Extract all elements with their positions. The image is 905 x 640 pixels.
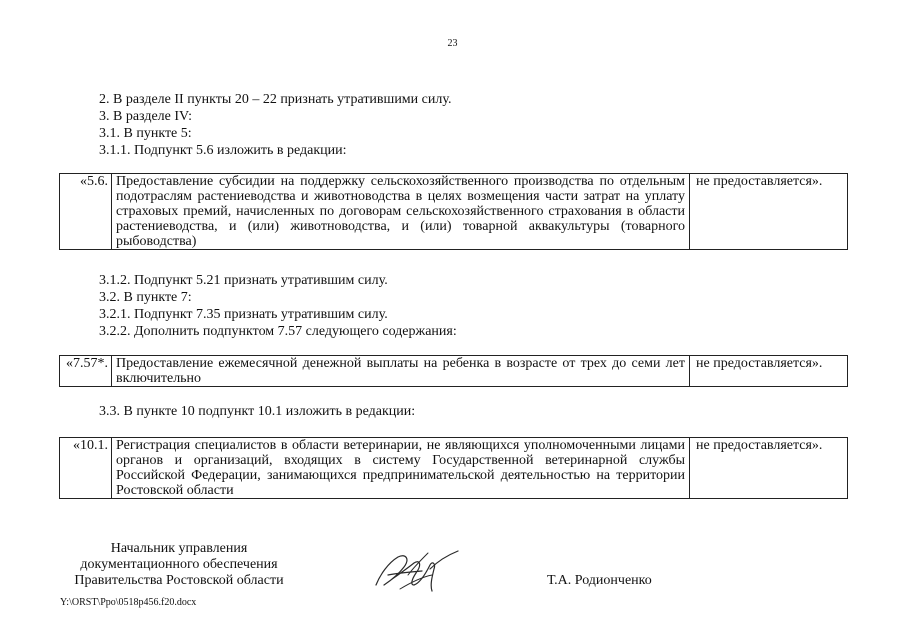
paragraph-item-3-2-2: 3.2.2. Дополнить подпунктом 7.57 следующего содержания: (99, 324, 457, 339)
table-cell-status: не предоставляется». (690, 438, 848, 499)
table-cell-status: не предоставляется». (690, 174, 848, 250)
table-cell-number: «10.1. (60, 438, 112, 499)
table-row (60, 356, 848, 387)
signatory-title-line: документационного обеспечения (80, 557, 278, 572)
paragraph-item-3-1-1: 3.1.1. Подпункт 5.6 изложить в редакции: (99, 143, 347, 158)
paragraph-item-3-3: 3.3. В пункте 10 подпункт 10.1 изложить в редакции: (99, 404, 416, 419)
signatory-title-line: Начальник управления (110, 541, 248, 556)
table-cell-text: Регистрация специалистов в области ветеринарии, не являющихся уполномоченными лицами органов и организаций, входящих в систему Государственной ветеринарной службы Российской Федерации, занимающихся предпринимательской деятельностью на территории Ростовской области (112, 438, 690, 499)
table-row (60, 174, 848, 250)
paragraph-section-2: 2. В разделе II пункты 20 – 22 признать утратившими силу. (99, 92, 452, 107)
table-cell-text: Предоставление субсидии на поддержку сельскохозяйственного производства по отдельным подотраслям растениеводства и животноводства в целях возмещения части затрат на уплату страховых премий, начисленных по договорам сельскохозяйственного страхования в области растениеводства, и (или) животноводства, и (или) товарной аквакультуры (товарного рыбоводства) (112, 174, 690, 250)
paragraph-item-3-2-1: 3.2.1. Подпункт 7.35 признать утратившим силу. (99, 307, 388, 322)
paragraph-section-3: 3. В разделе IV: (99, 109, 192, 124)
table-cell-number: «7.57*. (60, 356, 112, 387)
table-cell-status: не предоставляется». (690, 356, 848, 387)
paragraph-item-3-2: 3.2. В пункте 7: (99, 290, 192, 305)
table-item-10-1 (59, 437, 848, 499)
paragraph-item-3-1-2: 3.1.2. Подпункт 5.21 признать утратившим силу. (99, 273, 388, 288)
signatory-title (60, 541, 298, 589)
table-item-7-57 (59, 355, 848, 387)
table-item-5-6 (59, 173, 848, 250)
table-row (60, 438, 848, 499)
page-number: 23 (447, 38, 458, 49)
signatory-title-line: Правительства Ростовской области (74, 573, 284, 588)
file-path: Y:\ORST\Ppo\0518p456.f20.docx (60, 597, 197, 608)
table-cell-text: Предоставление ежемесячной денежной выплаты на ребенка в возрасте от трех до семи лет включительно (112, 356, 690, 387)
signatory-name: Т.А. Родионченко (547, 573, 652, 588)
table-cell-number: «5.6. (60, 174, 112, 250)
paragraph-item-3-1: 3.1. В пункте 5: (99, 126, 192, 141)
handwritten-signature (370, 545, 462, 597)
